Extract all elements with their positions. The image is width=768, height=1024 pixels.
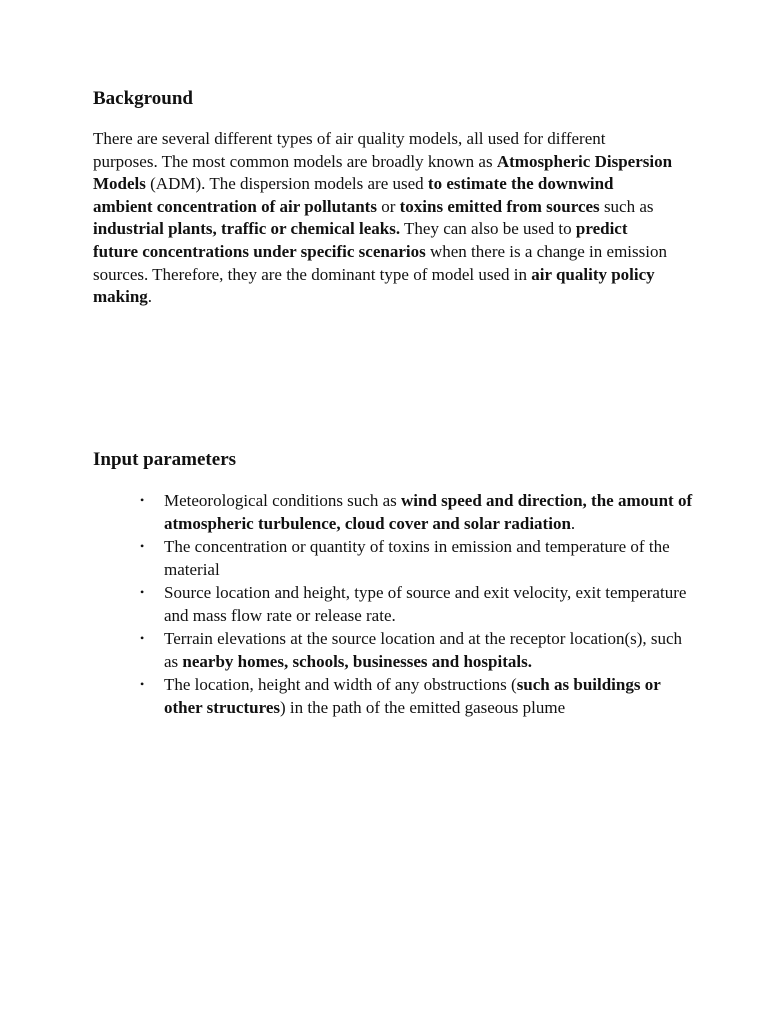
- text-segment: (ADM). The dispersion models are used: [145, 174, 428, 194]
- bold-text-segment: Atmospheric Dispersion Models: [93, 151, 673, 194]
- bullet-icon: •: [140, 631, 145, 645]
- list-item: [135, 581, 695, 627]
- text-segment: or: [376, 196, 400, 216]
- bullet-icon: •: [140, 677, 145, 691]
- bold-text-segment: industrial plants, traffic or chemical leaks.: [93, 219, 401, 239]
- bold-text-segment: wind speed and direction, the amount of atmospheric turbulence, cloud cover and solar radiation: [164, 491, 693, 533]
- text-segment: Terrain elevations at the source location and at the receptor location(s), such as: [164, 629, 683, 671]
- bold-text-segment: such as buildings or other structures: [164, 675, 661, 717]
- bold-text-segment: air quality policy making: [93, 264, 655, 307]
- text-segment: Meteorological conditions such as: [164, 491, 402, 510]
- bullet-icon: •: [140, 493, 145, 507]
- bold-text-segment: predict future concentrations under specific scenarios: [93, 219, 628, 261]
- bullet-icon: •: [140, 539, 145, 553]
- text-segment: The concentration or quantity of toxins in emission and temperature of the material: [164, 537, 670, 579]
- input-parameters-list: [135, 489, 695, 719]
- list-item: [135, 489, 695, 535]
- text-segment: such as: [599, 196, 654, 216]
- list-item-text: [164, 583, 686, 625]
- text-segment: Source location and height, type of source and exit velocity, exit temperature and mass flow rate or release rate.: [164, 583, 687, 625]
- list-item: [135, 535, 695, 581]
- text-segment: The location, height and width of any obstructions (: [164, 675, 517, 694]
- bold-text-segment: nearby homes, schools, businesses and hospitals.: [182, 652, 532, 671]
- text-segment: .: [570, 514, 576, 533]
- bold-text-segment: to estimate the downwind ambient concentration of air pollutants: [93, 174, 614, 216]
- text-segment: ) in the path of the emitted gaseous plume: [280, 698, 566, 717]
- list-item-text: [164, 629, 682, 671]
- text-segment: There are several different types of air quality models, all used for different purposes. The most common models are broadly known as: [93, 129, 606, 171]
- input-parameters-heading: Input parameters: [93, 449, 237, 470]
- background-paragraph: [93, 128, 673, 309]
- list-item-text: [164, 675, 660, 717]
- list-item-text: [164, 491, 692, 533]
- list-item-text: [164, 537, 670, 579]
- text-segment: They can also be used to: [400, 219, 576, 239]
- text-segment: .: [147, 287, 153, 307]
- bold-text-segment: toxins emitted from sources: [399, 196, 600, 216]
- list-item: [135, 673, 695, 719]
- text-segment: when there is a change in emission sources. Therefore, they are the dominant type of model used in: [93, 241, 667, 284]
- background-heading: Background: [93, 88, 193, 109]
- list-item: [135, 627, 695, 673]
- bullet-icon: •: [140, 585, 145, 599]
